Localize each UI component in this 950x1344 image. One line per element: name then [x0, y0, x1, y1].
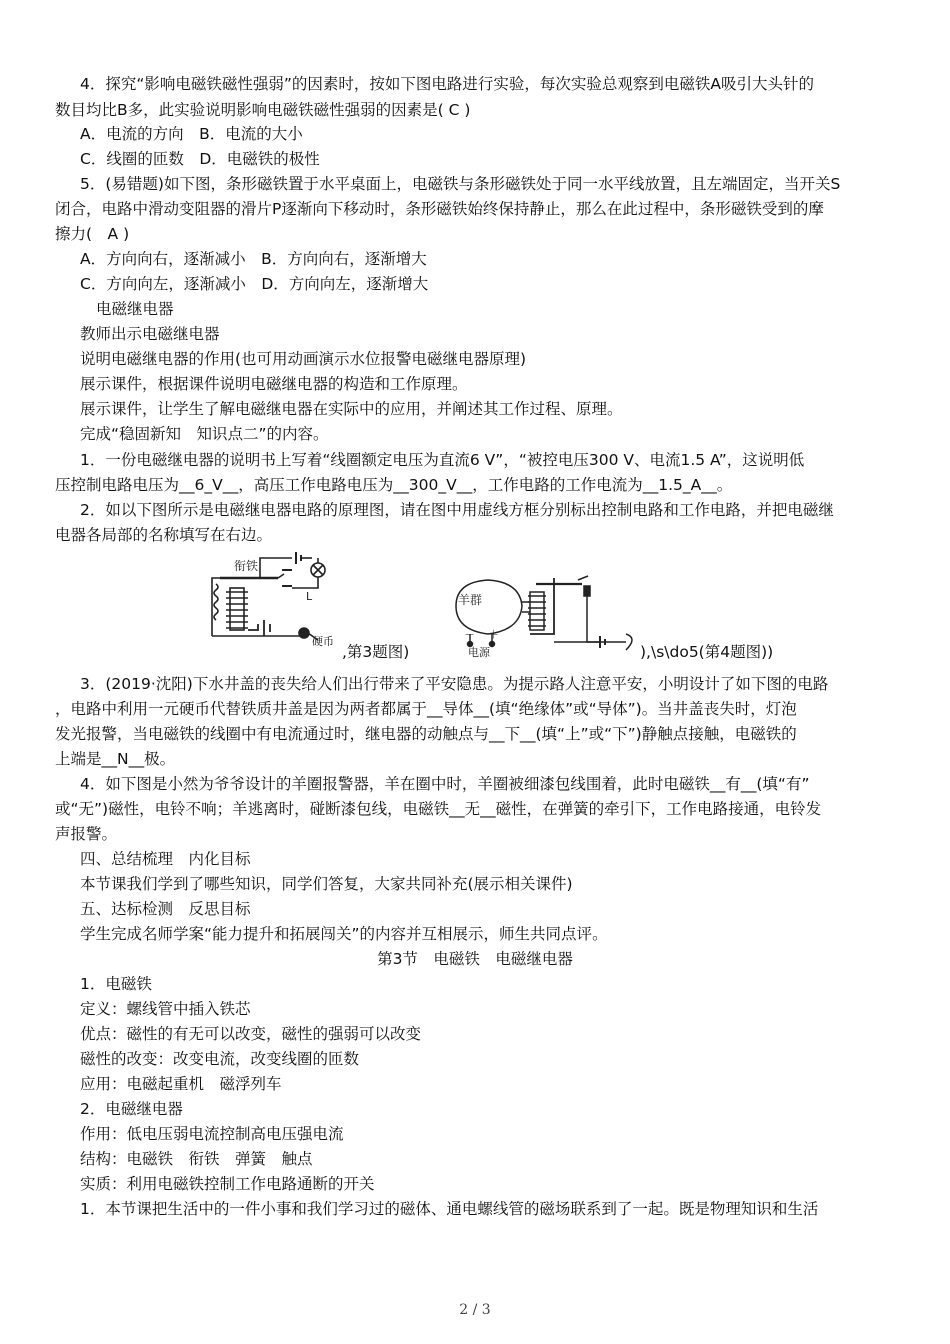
ex1-answer-voltage-low: __6_V__	[179, 476, 239, 494]
board-item-1-heading: 1．电磁铁	[80, 975, 152, 993]
q5-text-line1: 5．(易错题)如下图，条形磁铁置于水平桌面上，电磁铁与条形磁铁处于同一水平线放置，且左端固定，当开关S	[80, 175, 841, 193]
q5-text-line3: 擦力( A )	[55, 225, 130, 243]
section-5-text: 学生完成名师学案“能力提升和拓展闯关”的内容并互相展示，师生共同点评。	[80, 925, 608, 943]
board-title: 第3节 电磁铁 电磁继电器	[377, 950, 573, 968]
fig4-caption: ),\s\do5(第4题图))	[640, 643, 774, 661]
section-5-heading: 五、达标检测 反思目标	[80, 900, 251, 918]
ex3-text-line2: ，电路中利用一元硬币代替铁质井盖是因为两者都属于__导体__(填“绝缘体”或“导体”)。当井盖丧失时，灯泡	[55, 700, 797, 718]
ex3-text-line4: 上端是__N__极。	[55, 750, 176, 768]
ex1-text-a: 压控制电路电压为	[55, 476, 180, 494]
board-definition: 定义：螺线管中插入铁芯	[80, 1000, 251, 1018]
ex1-answer-current: __1.5_A__	[642, 476, 717, 494]
q5-options-ab: A．方向向右，逐渐减小 B．方向向右，逐渐增大	[80, 250, 427, 268]
show-courseware-2: 展示课件，让学生了解电磁继电器在实际中的应用，并阐述其工作过程、原理。	[80, 400, 623, 418]
ex2-text-line1: 2．如以下图所示是电磁继电器电路的原理图，请在图中用虚线方框分别标出控制电路和工作电路，并把电磁继	[80, 501, 834, 519]
ex4-text-line1: 4．如下图是小然为爷爷设计的羊圈报警器，羊在圈中时，羊圈被细漆包线围着，此时电磁铁__有__(填“有”	[80, 775, 810, 793]
teacher-shows-relay: 教师出示电磁继电器	[80, 325, 220, 343]
fig3-caption: ,第3题图)	[342, 643, 410, 661]
complete-knowledge-point: 完成“稳固新知 知识点二”的内容。	[80, 425, 329, 443]
fig4-label-minus: －	[464, 628, 475, 641]
ex4-text-line3: 声报警。	[55, 825, 118, 843]
section-heading-relay: 电磁继电器	[96, 300, 174, 318]
figure-4-circuit	[448, 572, 648, 658]
ex3-text-line1: 3．(2019·沈阳)下水井盖的丧失给人们出行带来了平安隐患。为提示路人注意平安，小明设计了如下图的电路	[80, 675, 829, 693]
board-function: 作用：低电压弱电流控制高电压强电流	[80, 1125, 344, 1143]
board-item-2-heading: 2．电磁继电器	[80, 1100, 183, 1118]
q4-text-line2: 数目均比B多，此实验说明影响电磁铁磁性强弱的因素是( C )	[55, 101, 471, 119]
section-4-heading: 四、总结梳理 内化目标	[80, 850, 251, 868]
ex1-text-e: ，工作电路的工作电流为	[472, 476, 643, 494]
figure-3-circuit	[200, 548, 360, 648]
ex4-text-line2: 或“无”)磁性，电铃不响；羊逃离时，碰断漆包线，电磁铁__无__磁性，在弹簧的牵引下，工作电路接通，电铃发	[55, 800, 822, 818]
q5-options-cd: C．方向向左，逐渐减小 D．方向向左，逐渐增大	[80, 275, 429, 293]
ex1-answer-voltage-high: __300_V__	[393, 476, 473, 494]
ex1-text-c: ，高压工作电路电压为	[238, 476, 394, 494]
ex2-text-line2: 电器各局部的名称填写在右边。	[55, 526, 273, 544]
section-4-text: 本节课我们学到了哪些知识，同学们答复，大家共同补充(展示相关课件)	[80, 875, 573, 893]
fig4-label-plus: ＋	[488, 628, 499, 641]
board-structure: 结构：电磁铁 衔铁 弹簧 触点	[80, 1150, 313, 1168]
q4-options-ab: A．电流的方向 B．电流的大小	[80, 125, 303, 143]
fig4-label-power: 电源	[468, 646, 490, 658]
q4-options-cd: C．线圈的匝数 D．电磁铁的极性	[80, 150, 320, 168]
board-magnetism-change: 磁性的改变：改变电流，改变线圈的匝数	[80, 1050, 360, 1068]
page-number: 2 / 3	[459, 1302, 491, 1318]
fig3-label-L: L	[306, 590, 313, 603]
q4-text-line1: 4．探究“影响电磁铁磁性强弱”的因素时，按如下图电路进行实验，每次实验总观察到电磁铁A吸引大头针的	[80, 75, 815, 93]
fig3-label-coin: 硬币	[312, 635, 334, 648]
ex1-text-g: 。	[716, 476, 733, 494]
q5-text-line2: 闭合，电路中滑动变阻器的滑片P逐渐向下移动时，条形磁铁始终保持静止，那么在此过程中，条形磁铁受到的摩	[55, 200, 824, 218]
fig4-label-sheep: 羊群	[458, 593, 483, 607]
show-courseware-1: 展示课件，根据课件说明电磁继电器的构造和工作原理。	[80, 375, 468, 393]
board-advantage: 优点：磁性的有无可以改变，磁性的强弱可以改变	[80, 1025, 422, 1043]
ex3-text-line3: 发光报警，当电磁铁的线圈中有电流通过时，继电器的动触点与__下__(填“上”或“下”)静触点接触，电磁铁的	[55, 725, 797, 743]
board-essence: 实质：利用电磁铁控制工作电路通断的开关	[80, 1175, 375, 1193]
board-application: 应用：电磁起重机 磁浮列车	[80, 1075, 282, 1093]
ex1-text-line2	[55, 473, 885, 498]
reflection-line1: 1．本节课把生活中的一件小事和我们学习过的磁体、通电螺线管的磁场联系到了一起。既是物理知识和生活	[80, 1200, 819, 1218]
explain-relay-role: 说明电磁继电器的作用(也可用动画演示水位报警电磁继电器原理)	[80, 350, 527, 368]
fig3-label-armature: 衔铁	[234, 559, 259, 573]
ex1-text-line1: 1．一份电磁继电器的说明书上写着“线圈额定电压为直流6 V”，“被控电压300 V、电流1.5 A”，这说明低	[80, 451, 805, 469]
